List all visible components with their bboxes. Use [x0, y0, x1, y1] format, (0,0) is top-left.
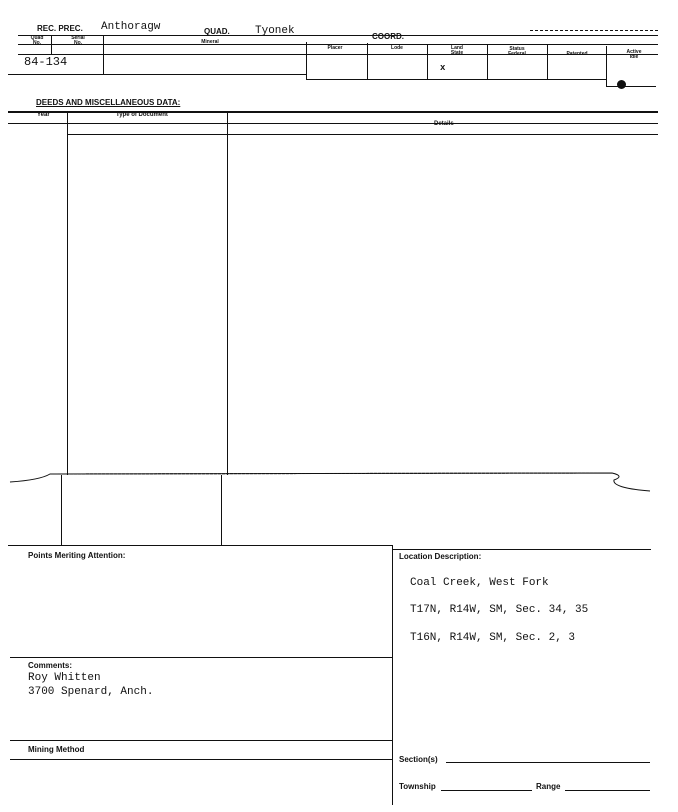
location-line-2: T17N, R14W, SM, Sec. 34, 35	[410, 604, 589, 616]
sections-label: Section(s)	[399, 755, 438, 764]
active-dot	[617, 80, 626, 89]
sections-field	[446, 762, 650, 763]
range-label: Range	[536, 782, 561, 791]
col-placer: Placer	[327, 45, 343, 51]
location-line-1: Coal Creek, West Fork	[410, 577, 549, 589]
col-quad-no: Quad No.	[30, 35, 44, 46]
col-lode: Lode	[391, 45, 403, 51]
comments-line-2: 3700 Spenard, Anch.	[28, 686, 154, 698]
col-details: Details	[434, 121, 454, 127]
col-land-state: Land State	[450, 45, 464, 56]
mining-method-title: Mining Method	[28, 745, 85, 754]
col-active-idle: Active Idle	[626, 49, 642, 60]
township-field	[441, 790, 532, 791]
col-patented: Patented	[566, 51, 588, 57]
col-year: Year	[37, 112, 50, 118]
coord-field-line	[530, 30, 658, 31]
col-type-of-document: Type of Document	[116, 112, 168, 118]
rec-prec-label: REC. PREC.	[37, 24, 83, 33]
location-line-3: T16N, R14W, SM, Sec. 2, 3	[410, 632, 576, 644]
deeds-title: DEEDS AND MISCELLANEOUS DATA:	[36, 98, 181, 107]
land-state-mark: x	[440, 63, 446, 73]
torn-edge	[0, 470, 678, 500]
comments-title: Comments:	[28, 661, 73, 670]
quad-value: Tyonek	[255, 25, 295, 37]
location-title: Location Description:	[399, 552, 482, 561]
range-field	[565, 790, 650, 791]
col-mineral: Mineral	[201, 39, 219, 45]
points-title: Points Meriting Attention:	[28, 551, 126, 560]
coord-label: COORD.	[372, 32, 404, 41]
township-label: Township	[399, 782, 436, 791]
col-status-federal: Status Federal	[508, 46, 526, 57]
quad-label: QUAD.	[204, 27, 230, 36]
col-serial-no: Serial No.	[71, 35, 85, 46]
comments-line-1: Roy Whitten	[28, 672, 101, 684]
quad-serial-value: 84-134	[24, 55, 68, 69]
rec-prec-value: Anthoragw	[101, 21, 161, 33]
